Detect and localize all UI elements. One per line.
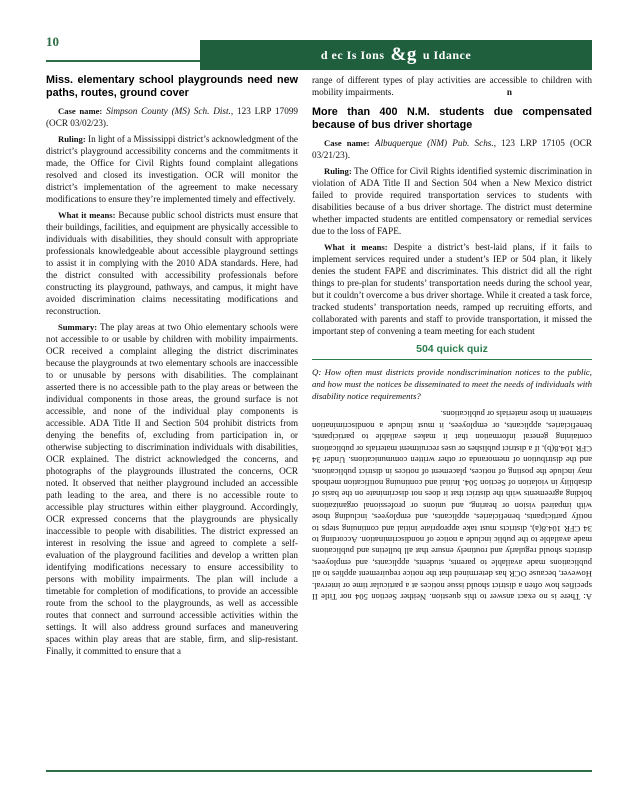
header-rule <box>46 60 200 62</box>
case-name-2: Albuquerque (NM) Pub. Schs. <box>374 138 494 148</box>
means-paragraph <box>46 209 298 317</box>
means-label-2: What it means: <box>324 242 388 252</box>
case-label: Case name: <box>58 106 103 116</box>
quiz-answer-upside-down <box>312 408 592 602</box>
case-cite-2: , 123 LRP 17105 (OCR 03/21/23). <box>312 138 592 160</box>
case-cite: , 123 LRP 17099 (OCR 03/02/23). <box>46 106 299 128</box>
summary-text: The play areas at two Ohio elementary schools were not accessible to or usable by children with mobility impairments. OCR received a complaint alleging the district discriminates because the playgrounds at two elementary schools are inaccessible to or unusable by persons with disabilities. The complainant asserted there is no accessible path to the play areas or between the individual components in those areas, the ground surface is not accessible, and none of the individual play components is accessible. ADA Title II and Section 504 prohibit districts from denying the benefits of, excluding from participation in, or otherwise subjecting to discrimination individuals with disabilities, OCR explained. The district acknowledged the concerns, and photographs of the playgrounds illustrated the concerns, OCR noted. It observed that neither playground included an accessible path leading to the area, and there is no accessible route to accessible play structures within either playground. Accordingly, OCR expressed concerns that the playgrounds are physically inaccessible to people with disabilities. The district expressed an interest in resolving the issue and agreed to complete a self-evaluation of the playground facilities and develop a written plan identifying modifications necessary to ensure accessibility to persons with mobility impairments. The plan will include a timetable for completion of modifications, to provide an accessible route from the school to the playgrounds, as well as accessible routes that connect and surround accessible activities within the settings. It will also address ground surfaces and maneuvering spaces within play areas that are stable, firm, and slip-resistant. Finally, it committed to ensure that a <box>46 322 298 656</box>
ruling-label: Ruling: <box>58 134 86 144</box>
summary-paragraph <box>46 321 298 657</box>
means-text-2: Despite a district’s best-laid plans, if it fails to implement services required under a student’s IEP or 504 plan, it likely denies the student FAPE and discriminates. This district did all the right things to pre-plan for students’ transportation needs during the school year, but it couldn’t overcome a bus driver shortage. While it created a task force, tracked students’ transportation needs, ramped up recruiting efforts, and collaborated with parents and staff to provide transportation, it missed the important step of convening a team meeting for each student <box>312 242 592 336</box>
end-mark: n <box>506 87 512 97</box>
quiz-answer-text: A: There is no exact answer to this question. Neither Section 504 nor Title II specifies how often a district should issue notices at a particular time or interval. However, because OCR has determined that the notice requirement applies to all publications made available to parents, students, applicants, and employees, districts should regularly and routinely ensure that all bulletins and publications made available to the public include a notice of nondiscrimination. According to 34 CFR 104.8(a), districts must take appropriate initial and continuing steps to notify participants, beneficiaries, applicants, and employees, including those with impaired vision or hearing, and unions or professional organizations holding agreements with the district that it does not discriminate on the basis of disability in violation of Section 504. Initial and continuing notification methods may include the posting of notices, placement of notices in district publications, and the distribution of memoranda or other written communications. Under 34 CFR 104.8(b), if a district publishes or uses recruitment materials or publications containing general information that it makes available to participants, beneficiaries, applicants, or employees, it must include a nondiscrimination statement in those materials or publications. <box>312 409 592 602</box>
means-paragraph-2 <box>312 241 592 337</box>
ruling-text: In light of a Mississippi district’s acknowledgment of the district’s playground accessibility concerns and the commitments it made, the Office for Civil Rights found complaint allegations resolved and closed its investigation. OCR will monitor the district’s implementation of the agreement to make necessary modifications to ensure they’re implemented timely and effectively. <box>46 134 298 204</box>
left-column <box>46 74 298 661</box>
quiz-question: Q: How often must districts provide nondiscrimination notices to the public, and how must the notices be disseminated to meet the needs of individuals with disability notice requirements? <box>312 367 592 401</box>
means-label: What it means: <box>58 210 116 220</box>
quiz-title: 504 quick quiz <box>416 343 488 355</box>
ruling-paragraph <box>46 133 298 205</box>
ruling-text-2: The Office for Civil Rights identified systemic discrimination in violation of ADA Title II and Section 504 when a New Mexico district failed to provide required transportation services to students with disabilities because of a bus driver shortage. The district must determine whether impacted students are entitled compensatory or remedial services due to the loss of FAPE. <box>312 166 592 236</box>
ruling-label-2: Ruling: <box>324 166 352 176</box>
case-label-2: Case name: <box>324 138 370 148</box>
header-title-right: u Idance <box>422 47 472 62</box>
header-title-left: d ec Is Ions <box>320 47 385 62</box>
page-number: 10 <box>46 34 59 49</box>
article-title: Miss. elementary school playgrounds need new paths, routes, ground cover <box>46 74 298 99</box>
ruling-paragraph-2 <box>312 165 592 237</box>
right-column <box>312 74 592 602</box>
continuation-text: range of different types of play activities are accessible to children with mobility impairments. <box>312 75 592 97</box>
summary-label: Summary: <box>58 322 98 332</box>
case-name: Simpson County (MS) Sch. Dist. <box>106 106 231 116</box>
case-paragraph-2 <box>312 137 592 161</box>
case-paragraph <box>46 105 298 129</box>
footer-rule <box>46 770 592 772</box>
article-title-2: More than 400 N.M. students due compensated because of bus driver shortage <box>312 106 592 131</box>
means-text: Because public school districts must ensure that their buildings, facilities, and equipment are physically accessible to individuals with disabilities, they should consult with appropriate professionals knowledgeable about accessible playground settings to assist it in complying with the 2010 ADA standards. Here, had the district consulted with accessibility professionals before constructing its playground, pathways, and campus, it might have avoided discrimination claims necessitating modifications and reconstruction. <box>46 210 298 316</box>
header-ampersand: &g <box>390 44 417 65</box>
quiz-rule <box>312 359 592 360</box>
section-header <box>200 40 592 70</box>
continuation-paragraph <box>312 74 592 98</box>
